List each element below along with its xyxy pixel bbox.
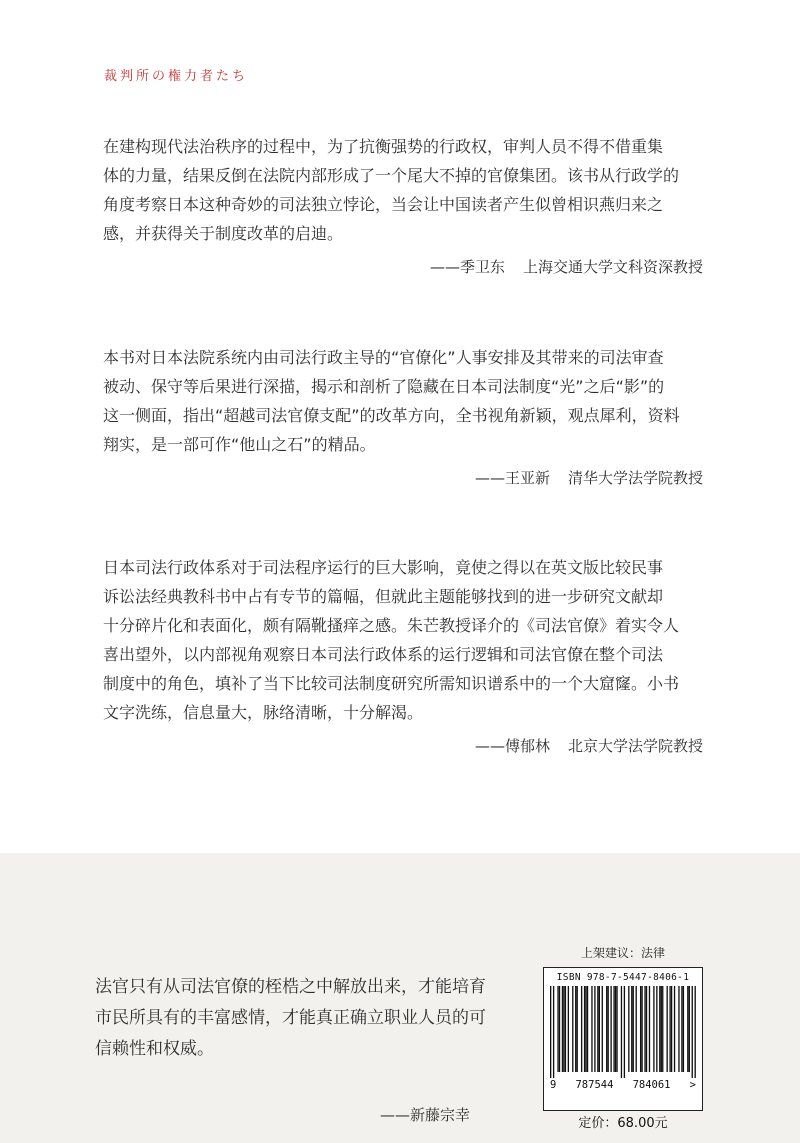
barcode-bar [568, 986, 569, 1072]
text-line: 角度考察日本这种奇妙的司法独立悖论，当会让中国读者产生似曾相识燕归来之 [103, 195, 664, 214]
barcode-bar [621, 986, 622, 1078]
endorser-name: ——王亚新 [474, 469, 550, 487]
barcode-bar [565, 986, 566, 1072]
barcode-bar [692, 986, 693, 1078]
endorser-name: ——傅郁林 [474, 737, 550, 755]
endorsement-attribution [103, 735, 703, 756]
endorser-affiliation: 上海交通大学文科资深教授 [522, 258, 703, 276]
barcode-bar [695, 986, 696, 1078]
barcode-bar [661, 986, 662, 1072]
barcode-bar [584, 986, 585, 1072]
barcode-bar [553, 986, 554, 1078]
endorser-affiliation: 清华大学法学院教授 [567, 469, 703, 487]
barcode-digit-group: > [689, 1079, 696, 1091]
barcode-bar [678, 986, 679, 1072]
text-line: 十分碎片化和表面化，颇有隔靴搔痒之感。朱芒教授译介的《司法官僚》着实令人 [103, 616, 680, 635]
barcode-bar [641, 986, 642, 1072]
barcode-bar [563, 986, 564, 1072]
barcode-bar [616, 986, 617, 1072]
barcode-bar [597, 986, 598, 1072]
barcode-bar [681, 986, 682, 1072]
text-line: 诉讼法经典教科书中占有专节的篇幅，但就此主题能够找到的进一步研究文献却 [103, 587, 664, 606]
isbn-number: ISBN 978-7-5447-8406-1 [556, 972, 690, 983]
barcode-bar [669, 986, 670, 1072]
barcode-bar [636, 986, 637, 1072]
barcode-bar [602, 986, 603, 1072]
barcode-bar [606, 986, 607, 1072]
barcode-bar [575, 986, 576, 1072]
price-label: 定价：68.00元 [578, 1116, 668, 1131]
barcode-bar [562, 986, 563, 1072]
barcode-bar [667, 986, 668, 1072]
text-line: 感，并获得关于制度改革的启迪。 [103, 224, 344, 243]
barcode-digit-group: 9 [550, 1079, 557, 1091]
text-line: 喜出望外，以内部视角观察日本司法行政体系的运行逻辑和司法官僚在整个司法 [103, 645, 664, 664]
barcode-bar [591, 986, 592, 1072]
shelf-suggestion: 上架建议：法律 [580, 946, 665, 960]
barcode-bar [624, 986, 625, 1078]
barcode-bar [644, 986, 645, 1072]
barcode-image [550, 986, 696, 1078]
barcode-bar [649, 986, 650, 1072]
endorsement-text [103, 343, 703, 459]
barcode-bar [662, 986, 663, 1072]
endorsement-blurb [103, 553, 703, 756]
text-line: 日本司法行政体系对于司法程序运行的巨大影响，竟使之得以在英文版比较民事 [103, 558, 664, 577]
barcode-digits [550, 1079, 696, 1091]
barcode-bar [599, 986, 600, 1072]
barcode-bar [656, 986, 657, 1072]
quote-attribution: ——新藤宗幸 [380, 1106, 471, 1124]
barcode-digit-group: 784061 [632, 1079, 671, 1091]
barcode-bar [572, 986, 573, 1072]
text-line: 制度中的角色，填补了当下比较司法制度研究所需知识谱系中的一个大窟窿。小书 [103, 674, 680, 693]
barcode-bar [631, 986, 632, 1072]
endorsement-attribution [103, 256, 703, 277]
barcode-bar [640, 986, 641, 1072]
endorsement-attribution [103, 467, 703, 488]
endorser-name: ——季卫东 [429, 258, 505, 276]
endorsement-blurb [103, 132, 703, 277]
barcode-bar [659, 986, 660, 1072]
barcode-bar [610, 986, 611, 1072]
text-line: 这一侧面，指出“超越司法官僚支配”的改革方向，全书视角新颖，观点犀利，资料 [103, 406, 680, 425]
barcode-bar [674, 986, 675, 1072]
barcode-bar [628, 986, 629, 1072]
barcode-bar [577, 986, 578, 1072]
barcode-bar [559, 986, 560, 1072]
barcode-bar [581, 986, 582, 1072]
series-title: 裁判所の権力者たち [104, 69, 249, 84]
isbn-block [543, 944, 703, 1131]
barcode-bar [646, 986, 647, 1072]
barcode-bar [671, 986, 672, 1072]
barcode-digit-group: 787544 [575, 1079, 614, 1091]
text-line: 体的力量，结果反倒在法院内部形成了一个尾大不掉的官僚集团。该书从行政学的 [103, 166, 680, 185]
barcode-bar [689, 986, 690, 1072]
text-line: 被动、保守等后果进行深描，揭示和剖析了隐藏在日本司法制度“光”之后“影”的 [103, 377, 665, 396]
endorsement-text [103, 553, 703, 727]
text-line: 翔实，是一部可作“他山之石”的精品。 [103, 435, 376, 454]
barcode-box [543, 967, 703, 1111]
text-line: 本书对日本法院系统内由司法行政主导的“官僚化”人事安排及其带来的司法审查 [103, 348, 664, 367]
barcode-bar [687, 986, 688, 1072]
quote-line: 市民所具有的丰富感情，才能真正确立职业人员的可 [95, 1008, 486, 1028]
text-line: 在建构现代法治秩序的过程中，为了抗衡强势的行政权，审判人员不得不借重集 [103, 137, 664, 156]
endorsement-text [103, 132, 703, 248]
barcode-bar [653, 986, 654, 1072]
barcode-bar [594, 986, 595, 1072]
quote-line: 法官只有从司法官僚的桎梏之中解放出来，才能培育 [95, 977, 486, 997]
barcode-bar [587, 986, 588, 1072]
barcode-bar [683, 986, 684, 1072]
barcode-bar [633, 986, 634, 1072]
barcode-bar [585, 986, 586, 1072]
back-cover-quote [95, 972, 515, 1065]
endorser-affiliation: 北京大学法学院教授 [567, 737, 703, 755]
quote-line: 信赖性和权威。 [95, 1039, 214, 1059]
endorsement-blurb [103, 343, 703, 488]
barcode-bar [608, 986, 609, 1072]
barcode-bar [615, 986, 616, 1072]
text-line: 文字洗练，信息量大，脉络清晰，十分解渴。 [103, 703, 424, 722]
barcode-bar [557, 986, 558, 1072]
barcode-bar [613, 986, 614, 1072]
barcode-bar [550, 986, 551, 1078]
